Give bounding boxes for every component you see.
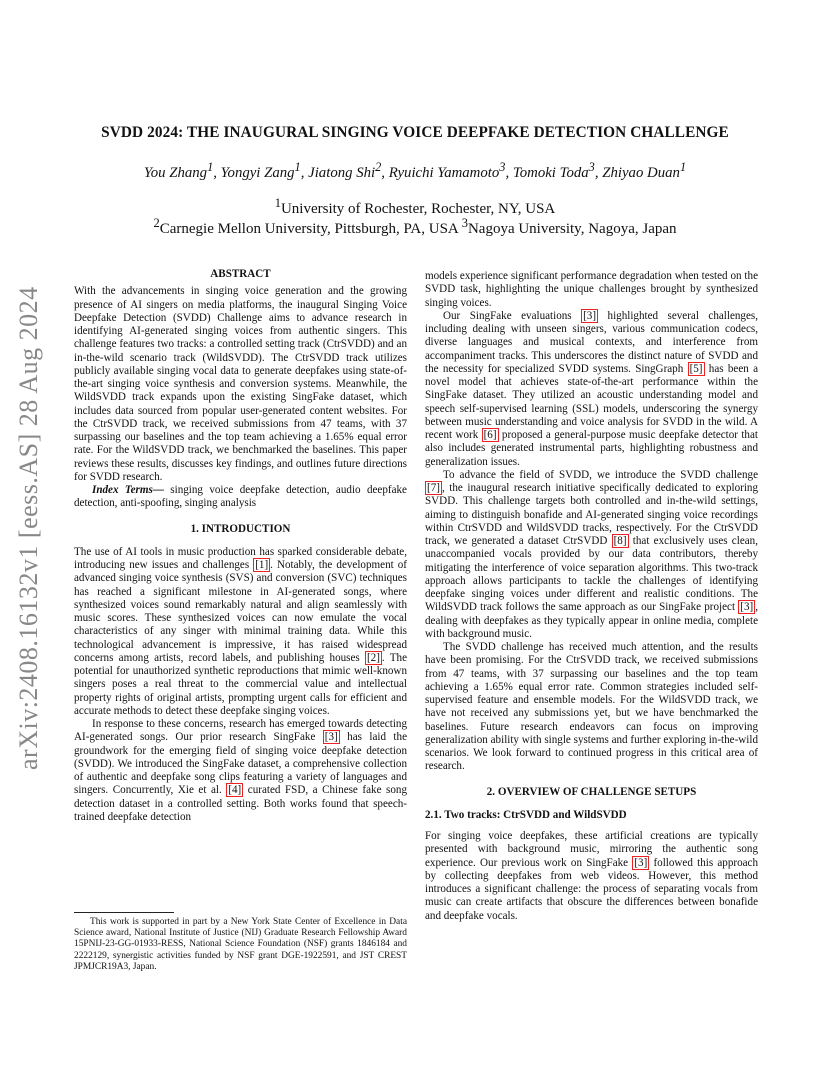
author: Jiatong Shi bbox=[308, 164, 376, 181]
intro-paragraph-2: In response to these concerns, research has emerged towards detecting AI-generated songs. Our prior research SingFake [3] has laid the groundwork for the emerging field of singing voice deepfake detection (SVDD). We introduced the SingFake dataset, a comprehensive collection of authentic and deepfake song clips featuring a variety of languages and singers. Concurrently, Xie et al. [4] curated FSD, a Chinese fake song detection dataset in a controlled setting. Both works found that speech-trained deepfake detection bbox=[74, 718, 407, 823]
right-column bbox=[425, 270, 758, 923]
right-paragraph-1: Our SingFake evaluations [3] highlighted several challenges, including dealing with unseen singers, various communication codecs, diverse languages and musical contexts, and interference from accompaniment tracks. This underscores the distinct nature of SVDD and the necessity for specialized SVDD systems. SingGraph [5] has been a novel model that achieves state-of-the-art performance within the SingFake dataset. They utilized an acoustic understanding model and speech self-supervised learning (SSL) models, underscoring the synergy between music understanding and voice analysis for SVDD in the wild. A recent work [6] proposed a general-purpose music deepfake detector that also includes generated instrumental parts, highlighting robustness and generalization issues. bbox=[425, 309, 758, 468]
affiliation-line-1: $^1$University of Rochester, Rochester, NY, USA bbox=[274, 196, 556, 217]
section-2-heading: 2. OVERVIEW OF CHALLENGE SETUPS bbox=[486, 785, 697, 798]
author: You Zhang bbox=[143, 164, 208, 181]
citation-link[interactable]: [5] bbox=[689, 362, 703, 375]
left-column bbox=[74, 268, 407, 824]
subsection-2-1-heading: 2.1. Two tracks: CtrSVDD and WildSVDD bbox=[425, 808, 627, 821]
citation-link[interactable]: [3] bbox=[740, 601, 754, 614]
abstract-heading: ABSTRACT bbox=[210, 268, 271, 280]
index-terms: Index Terms— singing voice deepfake detection, audio deepfake detection, anti-spoofing, singing analysis bbox=[74, 484, 407, 510]
citation-link[interactable]: [3] bbox=[324, 731, 338, 744]
arxiv-stamp: arXiv:2408.16132v1 [eess.AS] 28 Aug 2024 bbox=[14, 286, 43, 770]
citation-link[interactable]: [8] bbox=[613, 535, 627, 547]
abstract-text: With the advancements in singing voice generation and the growing presence of AI singers on media platforms, the inaugural Singing Voice Deepfake Detection (SVDD) Challenge aims to advance research in identifying AI-generated singing voices from authentic singers. This challenge features two tracks: a controlled setting track (CtrSVDD) and an in-the-wild scenario track (WildSVDD). The CtrSVDD track utilizes publicly available singing vocal data to generate deepfakes using state-of-the-art singing voice synthesis and conversion systems. Meanwhile, the WildSVDD track expands upon the existing SingFake dataset, which includes data sourced from popular user-generated content websites. For the CtrSVDD track, we received submissions from 47 teams, with 37 surpassing our baselines and the top team achieving a 1.65% equal error rate. For the WildSVDD track, we benchmarked the baselines. This paper reviews these results, discusses key findings, and outlines future directions for SVDD research. bbox=[74, 285, 407, 483]
citation-link[interactable]: [3] bbox=[634, 856, 648, 869]
author: Tomoki Toda bbox=[512, 164, 589, 181]
author: Zhiyao Duan bbox=[602, 164, 680, 181]
intro-paragraph-1: The use of AI tools in music production has sparked considerable debate, introducing new issues and challenges [1] . Notably, the development of advanced singing voice synthesis (SVS) and conversion (SVC) techniques has reached a significant milestone in AI-generated songs, where synthesized voices sound remarkably natural and align seamlessly with music scores. These synthesized voices can now emulate the vocal characteristics of any singer with minimal training data. While this technological advancement is impressive, it has raised widespread concerns among artists, record labels, and publishing houses [2] . The potential for unauthorized synthetic reproductions that mimic well-known singers poses a real threat to the commercial value and intellectual property rights of original artists, prompting urgent calls for efficient and accurate methods to detect these deepfake singing voices. bbox=[74, 545, 407, 717]
section-2-paragraph-1: For singing voice deepfakes, these artificial creations are typically presented with background music, mirroring the authentic song experience. Our previous work on SingFake [3] followed this approach by collecting deepfakes from web videos. However, this method introduces a significant challenge: the process of separating vocals from music can create artifacts that obscure the differences between bonafide and deepfake vocals. bbox=[425, 830, 759, 922]
author: Ryuichi Yamamoto bbox=[388, 164, 500, 181]
citation-link[interactable]: [1] bbox=[255, 559, 269, 571]
paper-title: SVDD 2024: THE INAUGURAL SINGING VOICE DEEPFAKE DETECTION CHALLENGE bbox=[101, 124, 729, 141]
right-paragraph-3: The SVDD challenge has received much attention, and the results have been promising. For the CtrSVDD track, we received submissions from 47 teams, with 37 surpassing our baselines and the top team achieving a 1.65% equal error rate. Common strategies included self-supervised feature and ensemble models. For the WildSVDD track, we have not received any submissions yet, but we have benchmarked the baselines. Future research endeavors can focus on improving generalization ability with single systems and further exploring in-the-wild scenarios. We look forward to continued progress in this critical area of research. bbox=[425, 641, 758, 773]
author: Yongyi Zang bbox=[220, 164, 295, 181]
citation-link[interactable]: [4] bbox=[228, 784, 242, 797]
right-paragraph-0: models experience significant performance degradation when tested on the SVDD task, highlighting the unique challenges brought by synthesized singing voices. bbox=[425, 270, 758, 309]
footnote: This work is supported in part by a New York State Center of Excellence in Data Science award, National Institute of Justice (NIJ) Graduate Research Fellowship Award 15PNIJ-23-GG-01933-RESS, National Science Foundation (NSF) grants 1846184 and 2222129, synergistic activities funded by NSF grant DGE-1922591, and JST CREST JPMJCR19A3, Japan. bbox=[74, 917, 407, 972]
citation-link[interactable]: [7] bbox=[427, 482, 440, 494]
citation-link[interactable]: [6] bbox=[483, 429, 497, 441]
footnote-rule bbox=[74, 912, 174, 913]
right-paragraph-2: To advance the field of SVDD, we introduce the SVDD challenge [7] , the inaugural research initiative specifically dedicated to exploring SVDD. This challenge targets both controlled and in-the-wild settings, aiming to distinguish bonafide and AI-generated singing voice recordings within CtrSVDD and WildSVDD tracks, respectively. For the CtrSVDD track, we generated a dataset CtrSVDD [8] that exclusively uses clean, unaccompanied vocals provided by our data contributors, thereby mitigating the interference of voice separation algorithms. This two-track approach allows participants to tackle the challenges of identifying deepfake singing voices under different and realistic conditions. The WildSVDD track follows the same approach as our SingFake project [3] , dealing with deepfakes as they typically appear in online media, complete with background music. bbox=[425, 468, 758, 640]
citation-link[interactable]: [3] bbox=[583, 309, 597, 322]
citation-link[interactable]: [2] bbox=[366, 651, 380, 664]
author-list: You Zhang$^1$, Yongyi Zang$^1$, Jiatong Shi$^2$, Ryuichi Yamamoto$^3$, Tomoki Toda$^3$, Zhiyao Duan$^1$ bbox=[143, 160, 687, 181]
intro-heading: 1. INTRODUCTION bbox=[190, 522, 291, 535]
affiliation-line-2: $^2$Carnegie Mellon University, Pittsburgh, PA, USA $^3$Nagoya University, Nagoya, Japan bbox=[153, 216, 677, 237]
